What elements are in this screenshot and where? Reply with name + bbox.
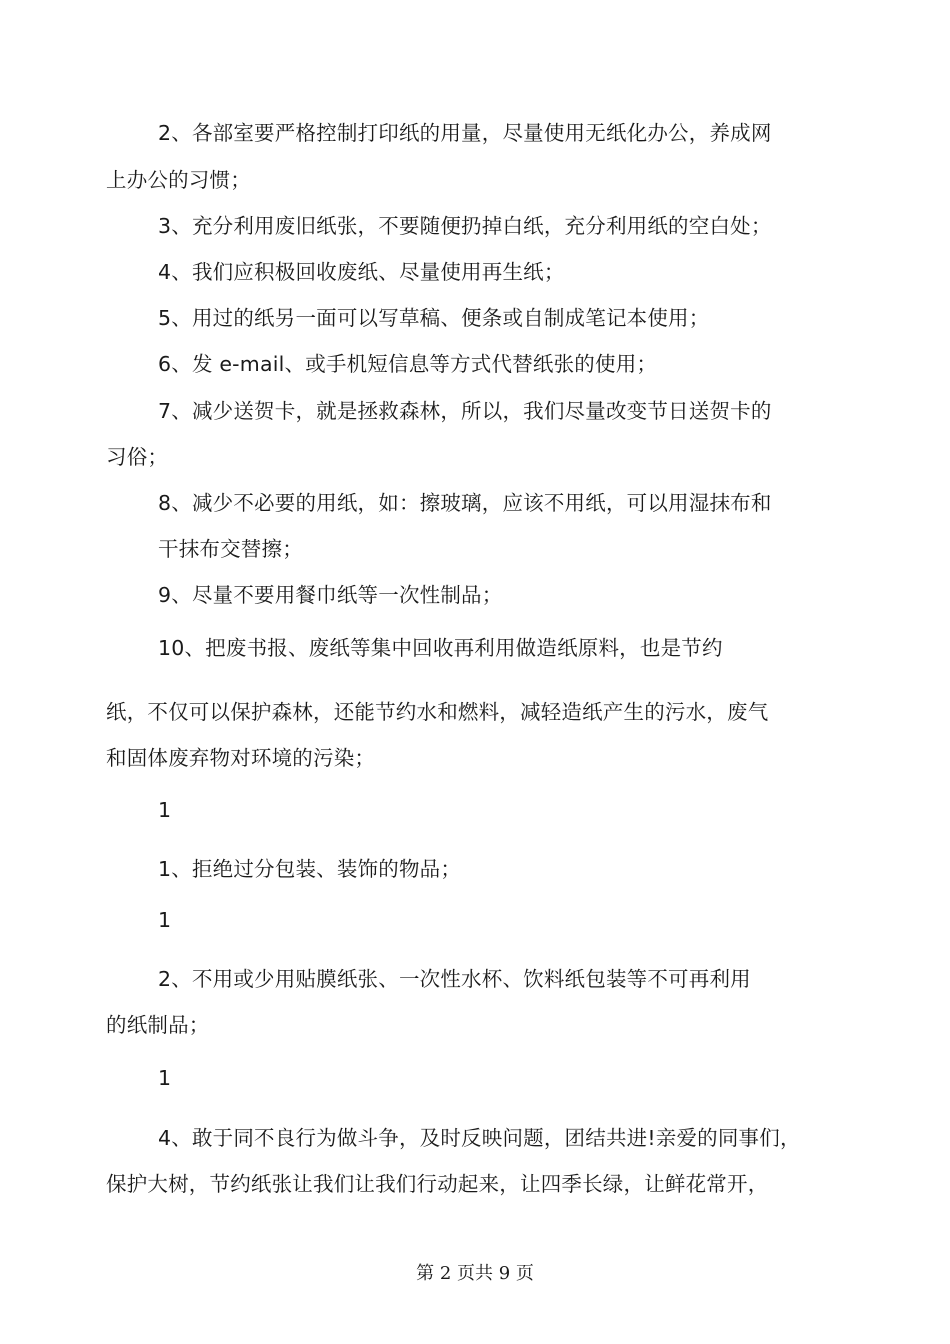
text-line: 干抹布交替擦； — [158, 537, 303, 561]
text-line: 8、减少不必要的用纸，如：擦玻璃，应该不用纸，可以用湿抹布和 — [158, 491, 772, 515]
text-line: 3、充分利用废旧纸张，不要随便扔掉白纸，充分利用纸的空白处； — [158, 214, 772, 238]
text-line: 和固体废弃物对环境的污染； — [106, 746, 376, 770]
text-line: 的纸制品； — [106, 1013, 210, 1037]
text-line: 9、尽量不要用餐巾纸等一次性制品； — [158, 583, 503, 607]
text-line: 1 — [158, 1066, 172, 1090]
text-line: 7、减少送贺卡，就是拯救森林，所以，我们尽量改变节日送贺卡的 — [158, 399, 772, 423]
text-line: 4、敢于同不良行为做斗争，及时反映问题，团结共进!亲爱的同事们， — [158, 1126, 801, 1150]
text-line: 10、把废书报、废纸等集中回收再利用做造纸原料，也是节约 — [158, 636, 723, 660]
text-line: 2、不用或少用贴膜纸张、一次性水杯、饮料纸包装等不可再利用 — [158, 967, 751, 991]
text-line: 1、拒绝过分包装、装饰的物品； — [158, 857, 462, 881]
text-line: 1 — [158, 908, 172, 932]
text-line: 6、发 e-mail、或手机短信息等方式代替纸张的使用； — [158, 352, 658, 376]
text-line: 上办公的习惯； — [106, 168, 251, 192]
text-line: 保护大树，节约纸张让我们让我们行动起来，让四季长绿，让鲜花常开， — [106, 1172, 769, 1196]
page-number-footer: 第 2 页共 9 页 — [416, 1263, 534, 1284]
text-line: 4、我们应积极回收废纸、尽量使用再生纸； — [158, 260, 565, 284]
text-line: 5、用过的纸另一面可以写草稿、便条或自制成笔记本使用； — [158, 306, 710, 330]
text-line: 纸，不仅可以保护森林，还能节约水和燃料，减轻造纸产生的污水，废气 — [106, 700, 769, 724]
text-line: 1 — [158, 798, 172, 822]
text-line: 习俗； — [106, 445, 169, 469]
text-line: 2、各部室要严格控制打印纸的用量，尽量使用无纸化办公，养成网 — [158, 121, 772, 145]
